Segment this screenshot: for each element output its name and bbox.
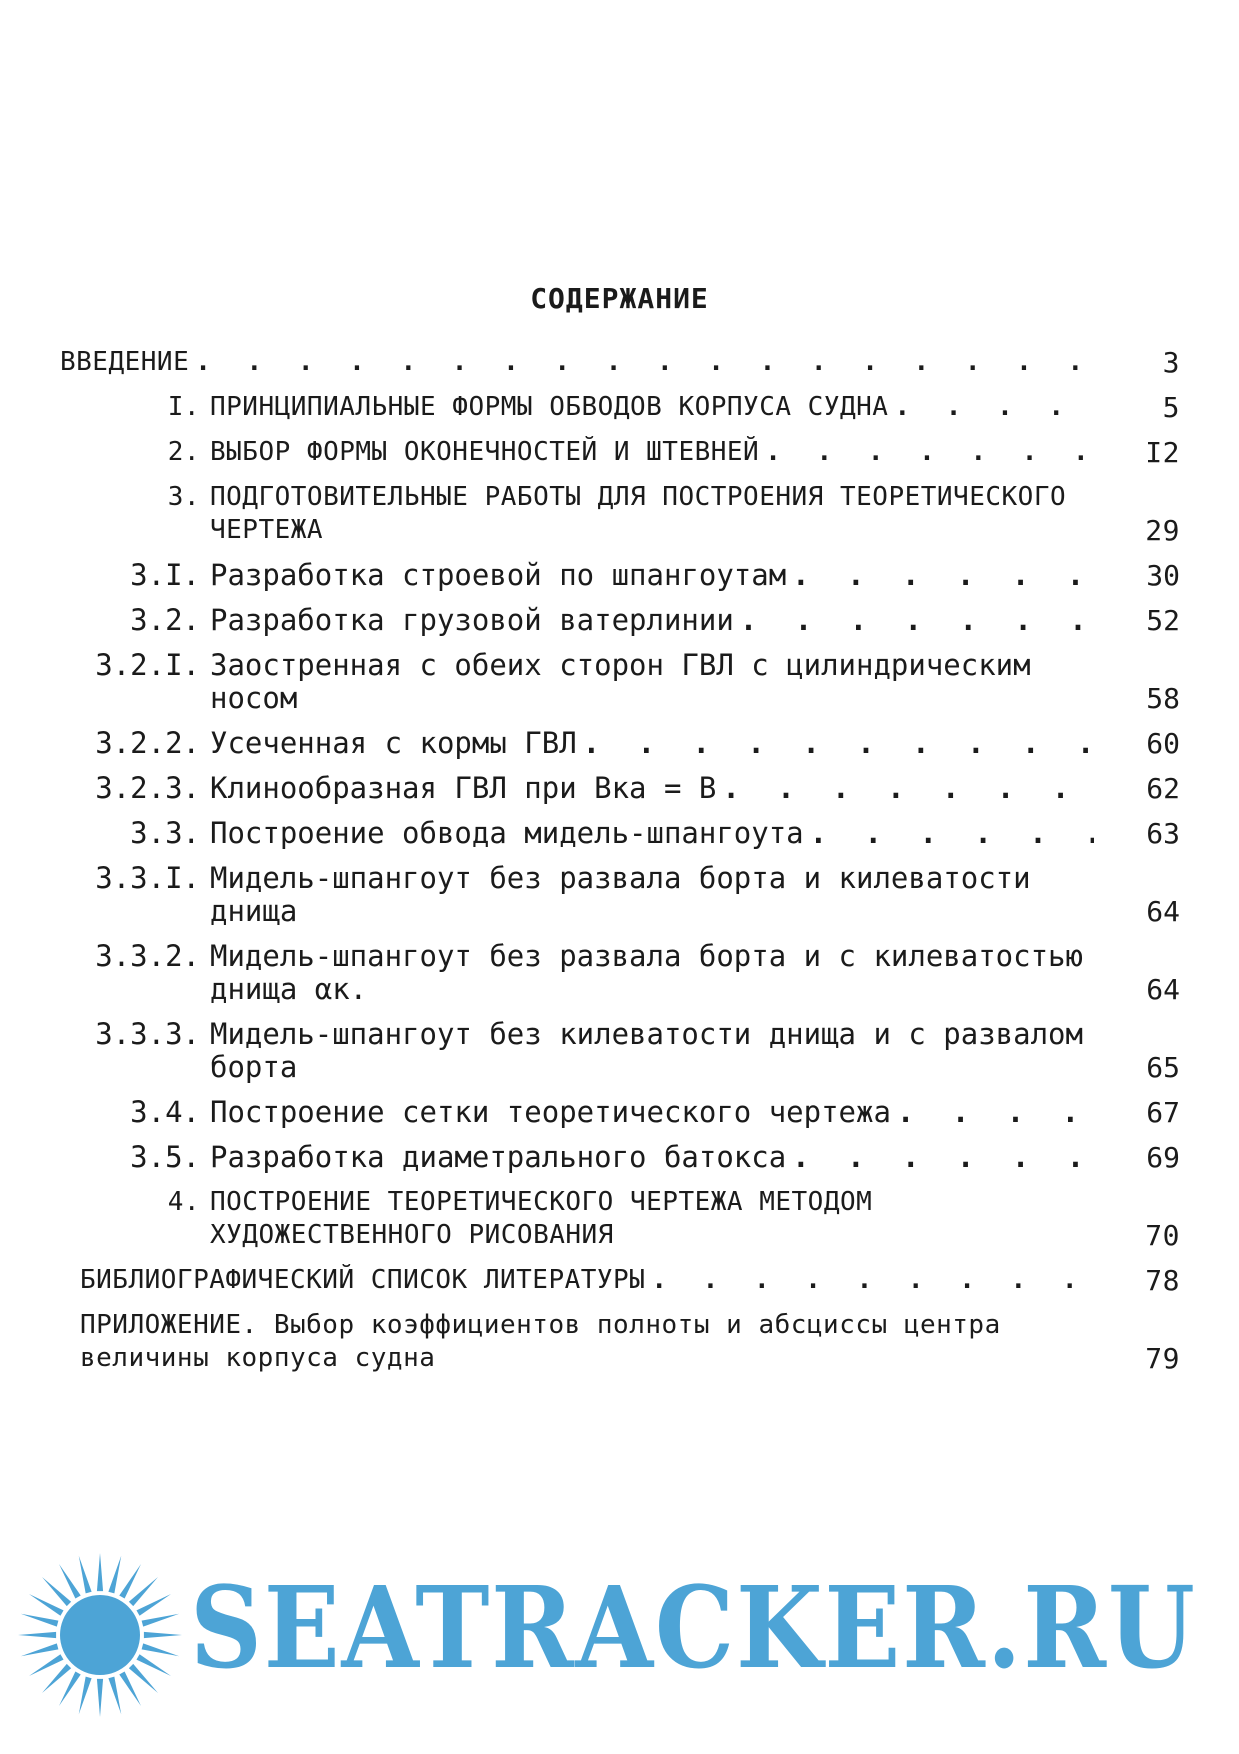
toc-entry <box>60 727 1180 760</box>
sun-ray <box>79 1556 92 1594</box>
toc-entry <box>60 481 1180 547</box>
sun-ray <box>29 1654 64 1676</box>
toc-entry-number: 3.5. <box>130 1140 200 1174</box>
sun-ray <box>29 1594 64 1616</box>
toc-entry-text: ПРИНЦИПИАЛЬНЫЕ ФОРМЫ ОБВОДОВ КОРПУСА СУДНА <box>210 392 889 422</box>
toc-entry <box>60 1018 1180 1084</box>
sun-ray <box>21 1643 59 1656</box>
toc-entry-number: I. <box>167 392 200 422</box>
sun-ray <box>59 1671 81 1706</box>
toc-entry <box>60 436 1180 469</box>
toc-entry-text: Разработка грузовой ватерлинии <box>210 603 734 637</box>
leader-dots <box>792 559 1094 592</box>
sun-ray <box>97 1553 103 1591</box>
toc-entry-text: Разработка строевой по шпангоутам <box>210 558 787 592</box>
toc-entry-page: 29 <box>1145 514 1180 547</box>
toc-entry <box>60 862 1180 928</box>
sun-ray <box>21 1614 59 1627</box>
toc-entry <box>60 1096 1180 1129</box>
toc-entry <box>60 559 1180 592</box>
toc-entry <box>60 1186 1180 1252</box>
leader-dots <box>792 1141 1094 1174</box>
sun-ray <box>136 1594 171 1616</box>
toc-entry-number: 3.4. <box>130 1095 200 1129</box>
sun-ray <box>97 1679 103 1717</box>
toc-entry <box>60 1309 1180 1375</box>
sun-ray <box>119 1564 141 1599</box>
leader-dots <box>894 391 1094 424</box>
toc-entry-text: Мидель-шпангоут без килеватости днища и с развалом борта <box>210 1017 1083 1084</box>
sun-ray <box>129 1664 158 1693</box>
leader-dots <box>810 817 1094 850</box>
toc-entry-number: 3.2. <box>130 603 200 637</box>
toc-entry-number: 3. <box>167 482 200 512</box>
leader-dots <box>740 604 1094 637</box>
toc-entry-page: 64 <box>1146 973 1180 1006</box>
toc-entry-text: ВВЕДЕНИЕ <box>60 347 190 377</box>
toc-entry-number: 3.2.3. <box>95 771 200 805</box>
toc-entry-number: 3.2.2. <box>95 726 200 760</box>
toc-entry <box>60 346 1180 379</box>
toc-entry-page: 5 <box>1162 391 1180 424</box>
sun-ray <box>79 1677 92 1715</box>
leader-dots <box>897 1096 1094 1129</box>
toc-entry-number: 3.2.I. <box>95 648 200 682</box>
toc-title: СОДЕРЖАНИЕ <box>530 282 709 315</box>
toc-entry <box>60 391 1180 424</box>
sun-ray <box>142 1614 180 1627</box>
toc-entry-text: Заостренная с обеих сторон ГВЛ с цилиндрическим носом <box>210 648 1031 715</box>
toc-entry-text: ПОДГОТОВИТЕЛЬНЫЕ РАБОТЫ ДЛЯ ПОСТРОЕНИЯ ТЕОРЕТИЧЕСКОГО ЧЕРТЕЖА <box>210 482 1067 545</box>
sun-ray <box>142 1643 180 1656</box>
toc-entry-number: 3.3.I. <box>95 861 200 895</box>
toc-entry-page: 70 <box>1145 1219 1180 1252</box>
toc-entry-page: I2 <box>1145 436 1180 469</box>
sun-ray <box>42 1664 71 1693</box>
toc-entry-text: Построение обвода мидель-шпангоута <box>210 816 804 850</box>
toc-entry-page: 30 <box>1146 559 1180 592</box>
toc-entry <box>60 1141 1180 1174</box>
toc-entry-text: ПРИЛОЖЕНИЕ. Выбор коэффициентов полноты и абсциссы центра величины корпуса судна <box>80 1310 1001 1373</box>
leader-dots <box>722 772 1094 805</box>
sun-icon <box>60 1595 140 1675</box>
toc-entry-text: ПОСТРОЕНИЕ ТЕОРЕТИЧЕСКОГО ЧЕРТЕЖА МЕТОДОМ ХУДОЖЕСТВЕННОГО РИСОВАНИЯ <box>210 1187 873 1250</box>
toc-entry <box>60 817 1180 850</box>
watermark-text: SEATRACKER.RU <box>190 1563 1197 1694</box>
toc-entry-page: 69 <box>1146 1141 1180 1174</box>
toc-entry-text: Разработка диаметрального батокса <box>210 1140 787 1174</box>
toc-entry-page: 78 <box>1145 1264 1180 1297</box>
toc-entry <box>60 940 1180 1006</box>
toc-entry-page: 79 <box>1145 1342 1180 1375</box>
toc-entry <box>60 604 1180 637</box>
leader-dots <box>765 436 1094 469</box>
toc-entry-number: 3.3.2. <box>95 939 200 973</box>
toc-list <box>60 346 1180 1387</box>
sun-ray <box>119 1671 141 1706</box>
toc-entry-page: 64 <box>1146 895 1180 928</box>
toc-entry-text: Клинообразная ГВЛ при Bка = B <box>210 771 717 805</box>
sun-ray <box>42 1577 71 1606</box>
toc-entry-page: 63 <box>1146 817 1180 850</box>
toc-entry <box>60 772 1180 805</box>
toc-entry-page: 52 <box>1146 604 1180 637</box>
toc-entry <box>60 1264 1180 1297</box>
leader-dots <box>651 1264 1094 1297</box>
sun-ray <box>108 1677 121 1715</box>
leader-dots <box>195 346 1094 379</box>
toc-entry-text: Построение сетки теоретического чертежа <box>210 1095 891 1129</box>
toc-entry-text: Мидель-шпангоут без развала борта и килеватости днища <box>210 861 1031 928</box>
toc-entry <box>60 649 1180 715</box>
sun-ray <box>18 1632 56 1638</box>
toc-entry-text: ВЫБОР ФОРМЫ ОКОНЕЧНОСТЕЙ И ШТЕВНЕЙ <box>210 437 760 467</box>
toc-entry-page: 60 <box>1146 727 1180 760</box>
sun-ray <box>59 1564 81 1599</box>
toc-entry-text: БИБЛИОГРАФИЧЕСКИЙ СПИСОК ЛИТЕРАТУРЫ <box>80 1265 646 1295</box>
sun-ray <box>136 1654 171 1676</box>
toc-entry-page: 67 <box>1146 1096 1180 1129</box>
sun-ray <box>108 1556 121 1594</box>
toc-entry-text: Усеченная с кормы ГВЛ <box>210 726 577 760</box>
toc-entry-page: 58 <box>1146 682 1180 715</box>
toc-entry-text: Мидель-шпангоут без развала борта и с килеватостью днища αк. <box>210 939 1083 1006</box>
toc-entry-page: 65 <box>1146 1051 1180 1084</box>
sun-ray <box>144 1632 182 1638</box>
toc-entry-number: 3.I. <box>130 558 200 592</box>
toc-entry-page: 3 <box>1162 346 1180 379</box>
sun-ray <box>129 1577 158 1606</box>
toc-entry-number: 3.3.3. <box>95 1017 200 1051</box>
leader-dots <box>583 727 1094 760</box>
toc-entry-number: 2. <box>167 437 200 467</box>
toc-entry-number: 4. <box>167 1187 200 1217</box>
toc-entry-page: 62 <box>1146 772 1180 805</box>
toc-entry-number: 3.3. <box>130 816 200 850</box>
